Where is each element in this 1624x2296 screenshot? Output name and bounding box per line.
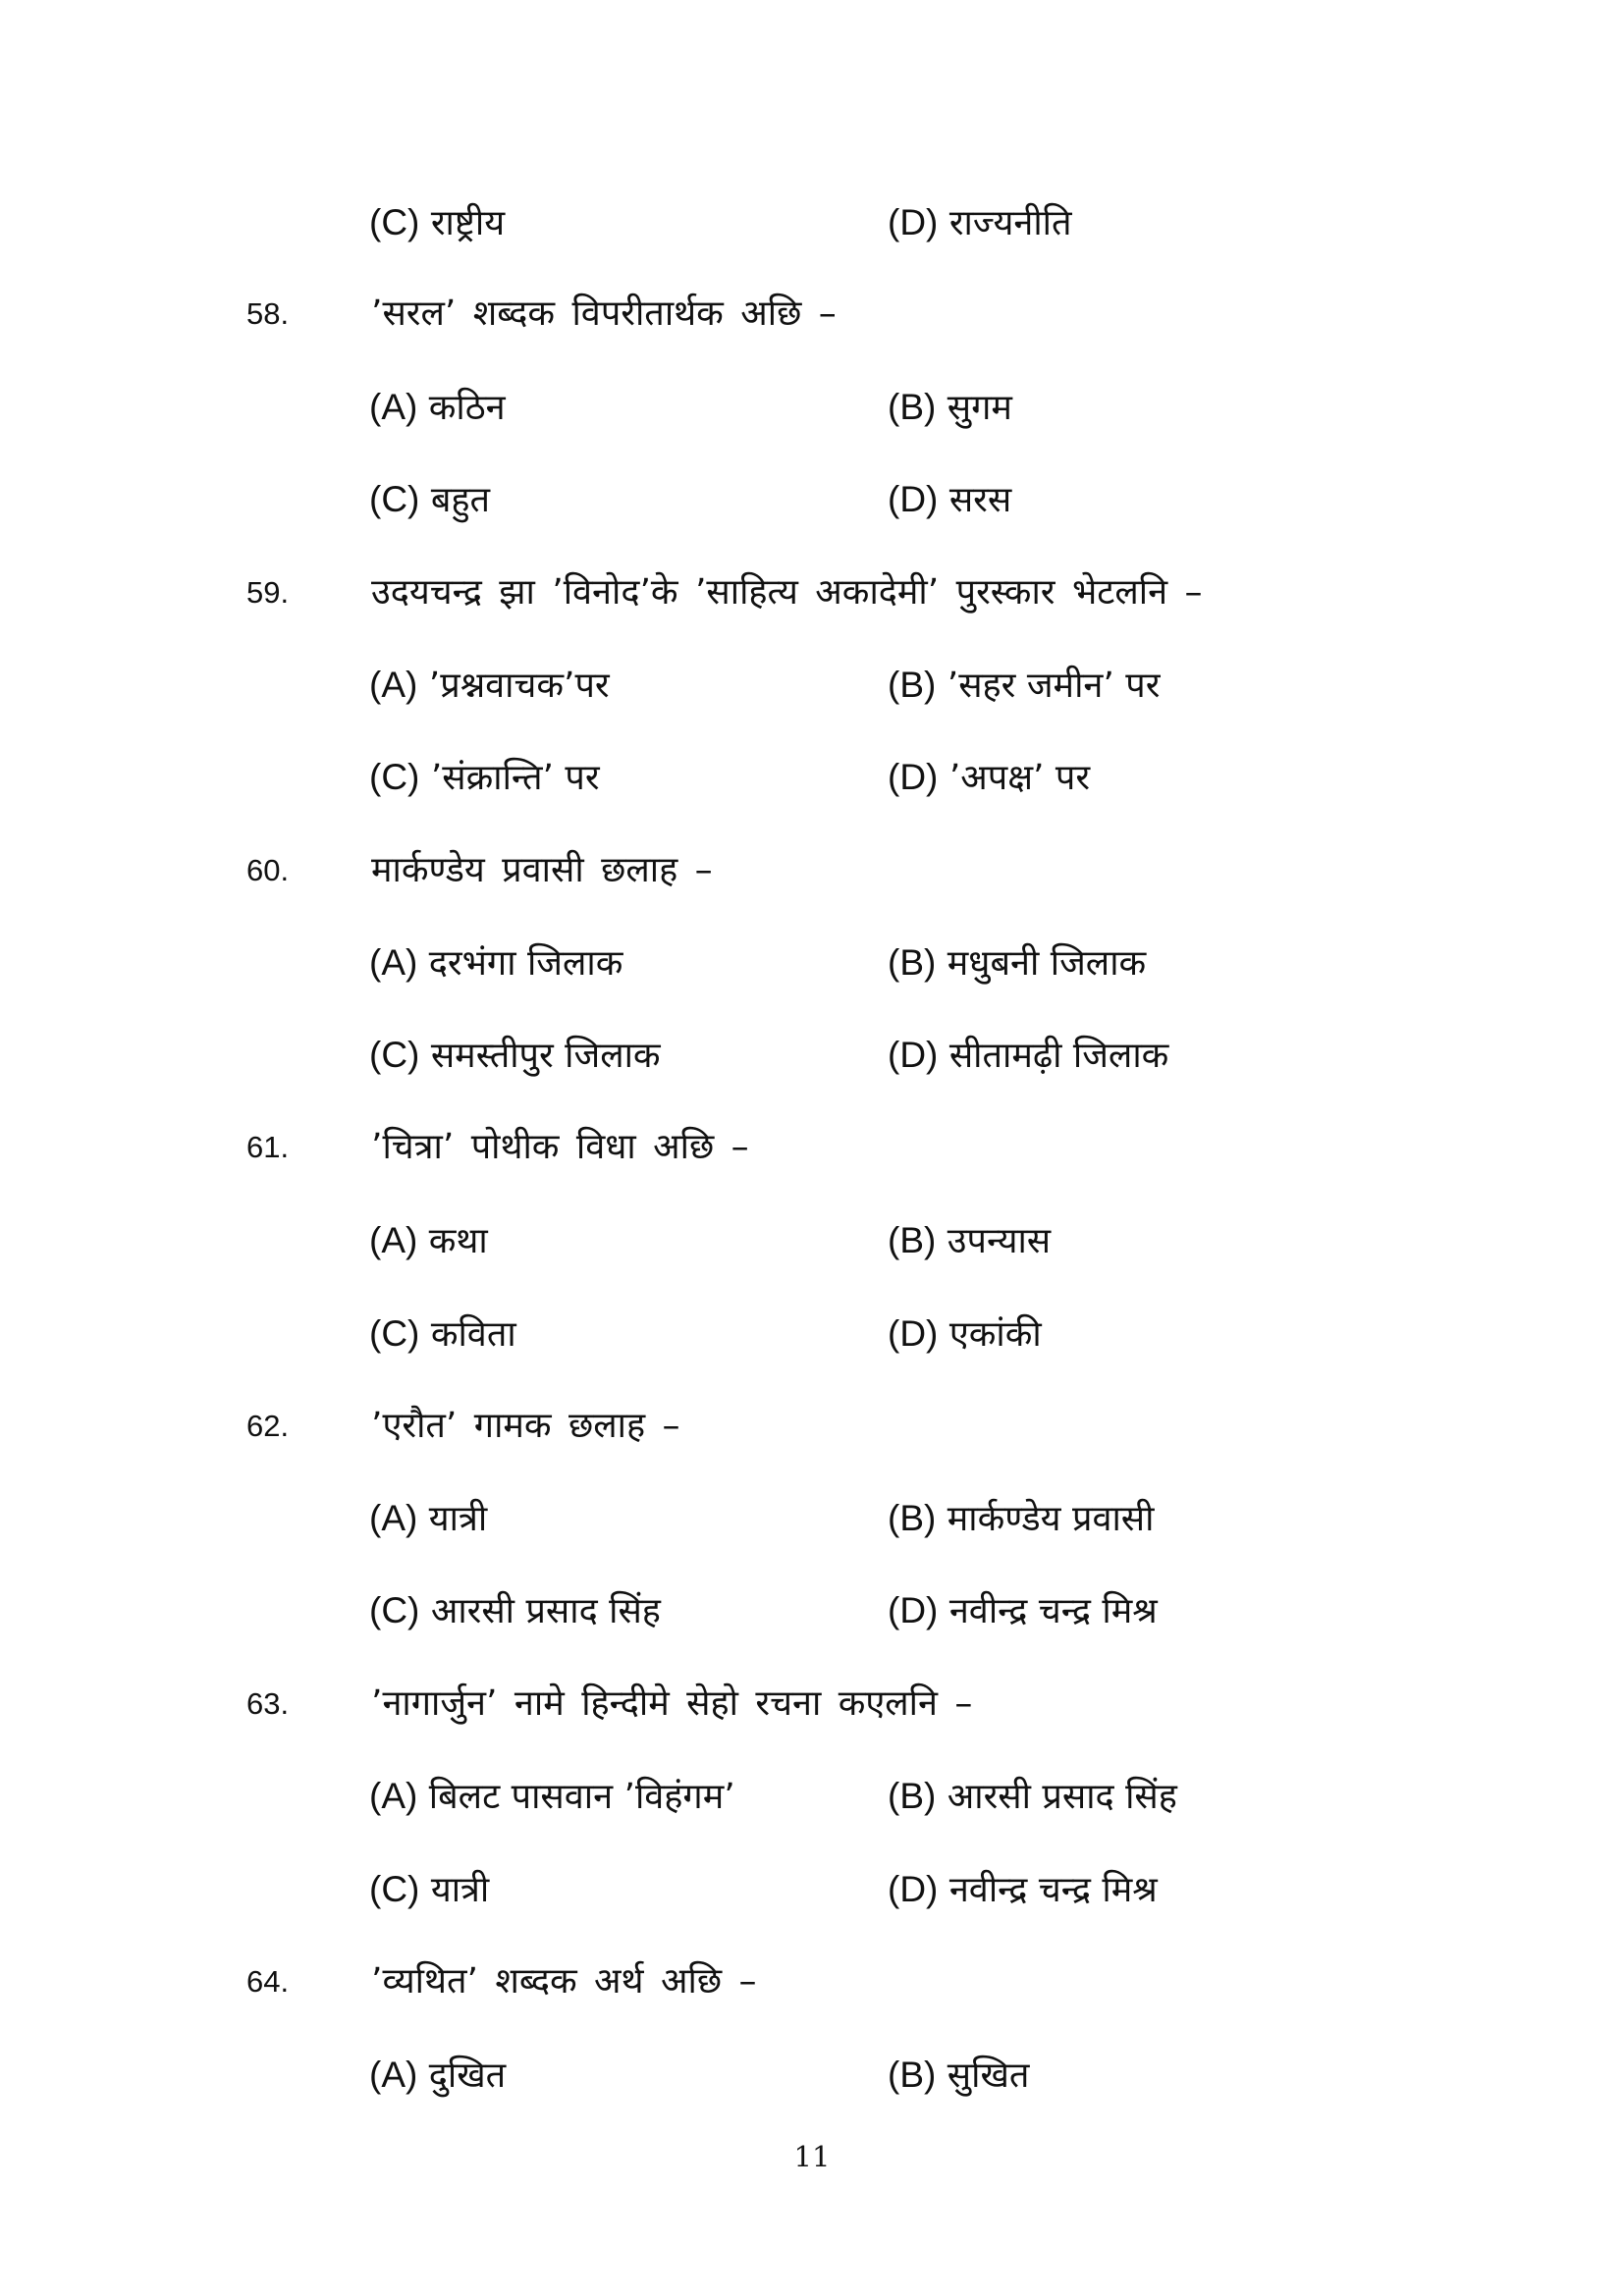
question-60 bbox=[0, 841, 1624, 900]
question-text: ’नागार्जुन’ नामे हिन्दीमे सेहो रचना कएलनि – bbox=[371, 1683, 973, 1724]
question-number: 63. bbox=[246, 1686, 290, 1721]
question-text: उदयचन्द्र झा ’विनोद’के ’साहित्य अकादेमी’ पुरस्कार भेटलनि – bbox=[371, 572, 1203, 613]
option-row bbox=[0, 2046, 1624, 2105]
option-row bbox=[0, 1211, 1624, 1270]
question-59 bbox=[0, 563, 1624, 622]
option-d: (D) नवीन्द्र चन्द्र मिश्र bbox=[888, 1590, 1158, 1631]
option-c: (C) समस्तीपुर जिलाक bbox=[369, 1035, 661, 1076]
option-row bbox=[0, 656, 1624, 715]
option-b: (B) ’सहर जमीन’ पर bbox=[888, 665, 1161, 706]
question-63 bbox=[0, 1675, 1624, 1734]
option-row bbox=[0, 193, 1624, 252]
option-row bbox=[0, 1305, 1624, 1363]
option-d: (D) ’अपक्ष’ पर bbox=[888, 757, 1091, 798]
question-58 bbox=[0, 285, 1624, 344]
option-d: (D) सीतामढ़ी जिलाक bbox=[888, 1035, 1169, 1076]
question-62 bbox=[0, 1397, 1624, 1456]
option-a: (A) ’प्रश्नवाचक’पर bbox=[369, 665, 610, 706]
option-b: (B) मधुबनी जिलाक bbox=[888, 942, 1147, 984]
option-c: (C) आरसी प्रसाद सिंह bbox=[369, 1590, 661, 1631]
option-a: (A) दुखित bbox=[369, 2055, 507, 2096]
option-row bbox=[0, 934, 1624, 992]
option-c: (C) राष्ट्रीय bbox=[369, 202, 506, 243]
option-b: (B) सुखित bbox=[888, 2055, 1030, 2096]
option-row bbox=[0, 1026, 1624, 1085]
option-d: (D) नवीन्द्र चन्द्र मिश्र bbox=[888, 1869, 1158, 1910]
question-text: ’सरल’ शब्दक विपरीतार्थक अछि – bbox=[371, 294, 837, 334]
option-b: (B) उपन्यास bbox=[888, 1220, 1052, 1261]
option-c: (C) कविता bbox=[369, 1313, 516, 1355]
option-b: (B) सुगम bbox=[888, 387, 1012, 428]
question-64 bbox=[0, 1952, 1624, 2011]
question-number: 60. bbox=[246, 853, 290, 887]
option-b: (B) आरसी प्रसाद सिंह bbox=[888, 1776, 1177, 1817]
option-c: (C) ’संक्रान्ति’ पर bbox=[369, 757, 600, 798]
question-number: 58. bbox=[246, 296, 290, 331]
option-a: (A) यात्री bbox=[369, 1498, 488, 1539]
option-row bbox=[0, 1489, 1624, 1548]
question-text: ’व्यथित’ शब्दक अर्थ अछि – bbox=[371, 1961, 757, 2002]
option-row bbox=[0, 1767, 1624, 1826]
question-text: मार्कण्डेय प्रवासी छलाह – bbox=[371, 850, 713, 890]
option-row bbox=[0, 1581, 1624, 1640]
option-row bbox=[0, 748, 1624, 807]
question-number: 61. bbox=[246, 1130, 290, 1164]
question-61 bbox=[0, 1118, 1624, 1177]
option-row bbox=[0, 470, 1624, 529]
page-number: 11 bbox=[793, 2140, 831, 2173]
option-a: (A) कठिन bbox=[369, 387, 506, 428]
option-c: (C) यात्री bbox=[369, 1869, 490, 1910]
option-b: (B) मार्कण्डेय प्रवासी bbox=[888, 1498, 1155, 1539]
option-d: (D) राज्यनीति bbox=[888, 202, 1072, 243]
option-d: (D) सरस bbox=[888, 479, 1012, 520]
question-text: ’चित्रा’ पोथीक विधा अछि – bbox=[371, 1127, 749, 1167]
question-text: ’एरौत’ गामक छलाह – bbox=[371, 1406, 680, 1446]
option-a: (A) कथा bbox=[369, 1220, 488, 1261]
option-d: (D) एकांकी bbox=[888, 1313, 1042, 1355]
question-number: 64. bbox=[246, 1964, 290, 1999]
option-row bbox=[0, 378, 1624, 437]
question-number: 59. bbox=[246, 575, 290, 610]
option-row bbox=[0, 1860, 1624, 1919]
question-number: 62. bbox=[246, 1409, 290, 1443]
option-a: (A) दरभंगा जिलाक bbox=[369, 942, 623, 984]
option-a: (A) बिलट पासवान ’विहंगम’ bbox=[369, 1776, 735, 1817]
option-c: (C) बहुत bbox=[369, 479, 491, 520]
